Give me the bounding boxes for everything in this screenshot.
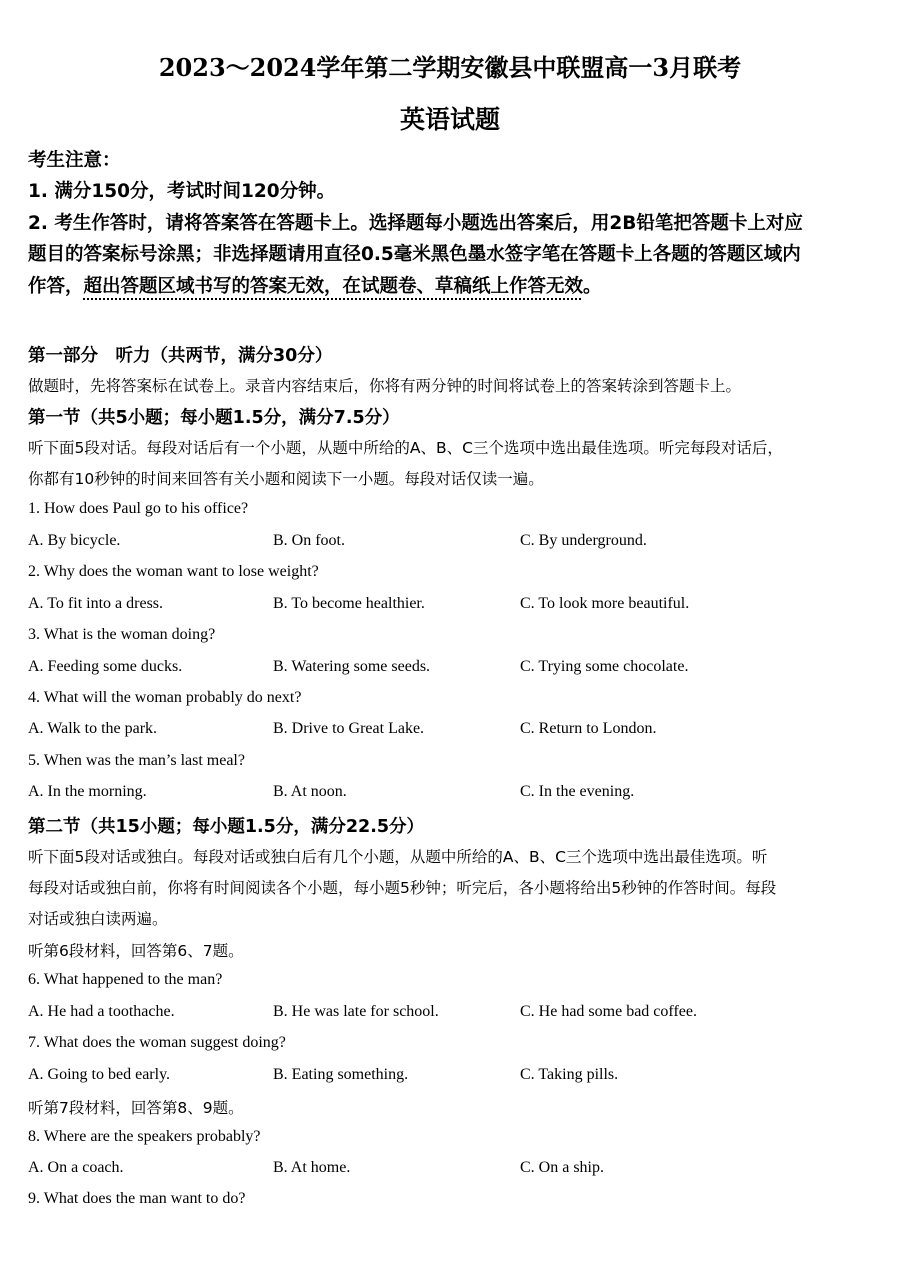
question-2: 2. Why does the woman want to lose weight? — [28, 563, 319, 580]
material-6-heading: 听第6段材料，回答第6、7题。 — [28, 942, 244, 960]
q1-option-b: B. On foot. — [273, 532, 345, 549]
exam-subtitle: 英语试题 — [399, 105, 500, 134]
question-9: 9. What does the man want to do? — [28, 1190, 246, 1207]
notice-item-1: 1. 满分150分，考试时间120分钟。 — [28, 181, 336, 202]
q8-option-c: C. On a ship. — [520, 1159, 604, 1176]
section1-instruction-line-1: 听下面5段对话。每段对话后有一个小题，从题中所给的A、B、C三个选项中选出最佳选项。听完每段对话后， — [28, 439, 783, 457]
section2-instruction-line-2: 每段对话或独白前，你将有时间阅读各个小题，每小题5秒钟；听完后，各小题将给出5秒钟的作答时间。每段 — [28, 879, 777, 897]
q2-option-b: B. To become healthier. — [273, 595, 425, 612]
q1-option-c: C. By underground. — [520, 532, 647, 549]
q4-option-c: C. Return to London. — [520, 720, 657, 737]
notice-item-2-line-2: 题目的答案标号涂黑；非选择题请用直径0.5毫米黑色墨水签字笔在答题卡上各题的答题区域内 — [28, 244, 801, 265]
q5-option-b: B. At noon. — [273, 783, 347, 800]
q4-option-a: A. Walk to the park. — [28, 720, 158, 737]
q5-option-c: C. In the evening. — [520, 783, 635, 800]
question-6: 6. What happened to the man? — [28, 971, 223, 988]
q5-option-a: A. In the morning. — [28, 783, 147, 800]
notice-text-end: 。 — [583, 276, 602, 297]
q7-option-a: A. Going to bed early. — [28, 1066, 171, 1083]
q3-option-a: A. Feeding some ducks. — [28, 658, 183, 675]
q2-option-c: C. To look more beautiful. — [520, 595, 690, 612]
material-7-heading: 听第7段材料，回答第8、9题。 — [28, 1099, 244, 1117]
q6-option-c: C. He had some bad coffee. — [520, 1003, 697, 1020]
q4-option-b: B. Drive to Great Lake. — [273, 720, 425, 737]
q7-option-c: C. Taking pills. — [520, 1066, 619, 1083]
question-7: 7. What does the woman suggest doing? — [28, 1034, 286, 1051]
notice-item-2-line-1: 2. 考生作答时，请将答案答在答题卡上。选择题每小题选出答案后，用2B铅笔把答题卡上对应 — [28, 213, 803, 234]
notice-heading: 考生注意： — [28, 150, 121, 171]
question-3: 3. What is the woman doing? — [28, 626, 216, 643]
notice-item-2-line-3 — [28, 272, 602, 298]
question-5: 5. When was the man’s last meal? — [28, 752, 245, 769]
exam-title: 2023～2024学年第二学期安徽县中联盟高一3月联考 — [158, 53, 742, 82]
q6-option-b: B. He was late for school. — [273, 1003, 439, 1020]
q3-option-c: C. Trying some chocolate. — [520, 658, 689, 675]
q6-option-a: A. He had a toothache. — [28, 1003, 175, 1020]
q2-option-a: A. To fit into a dress. — [28, 595, 164, 612]
section2-heading: 第二节（共15小题；每小题1.5分，满分22.5分） — [28, 817, 425, 837]
emphasized-notice-text: 超出答题区域书写的答案无效，在试题卷、草稿纸上作答无效 — [83, 276, 584, 297]
q1-option-a: A. By bicycle. — [28, 532, 121, 549]
section1-instruction-line-2: 你都有10秒钟的时间来回答有关小题和阅读下一小题。每段对话仅读一遍。 — [28, 470, 544, 488]
section2-instruction-line-1: 听下面5段对话或独白。每段对话或独白后有几个小题，从题中所给的A、B、C三个选项中选出最佳选项。听 — [28, 848, 768, 866]
part1-heading: 第一部分 听力（共两节，满分30分） — [28, 346, 333, 366]
part1-instruction: 做题时，先将答案标在试卷上。录音内容结束后，你将有两分钟的时间将试卷上的答案转涂到答题卡上。 — [28, 377, 742, 395]
q7-option-b: B. Eating something. — [273, 1066, 409, 1083]
section2-instruction-line-3: 对话或独白读两遍。 — [28, 910, 168, 928]
question-1: 1. How does Paul go to his office? — [28, 500, 249, 517]
question-4: 4. What will the woman probably do next? — [28, 689, 302, 706]
question-8: 8. Where are the speakers probably? — [28, 1128, 261, 1145]
section1-heading: 第一节（共5小题；每小题1.5分，满分7.5分） — [28, 408, 400, 428]
q8-option-a: A. On a coach. — [28, 1159, 124, 1176]
q8-option-b: B. At home. — [273, 1159, 351, 1176]
q3-option-b: B. Watering some seeds. — [273, 658, 431, 675]
notice-text: 作答， — [28, 276, 84, 297]
